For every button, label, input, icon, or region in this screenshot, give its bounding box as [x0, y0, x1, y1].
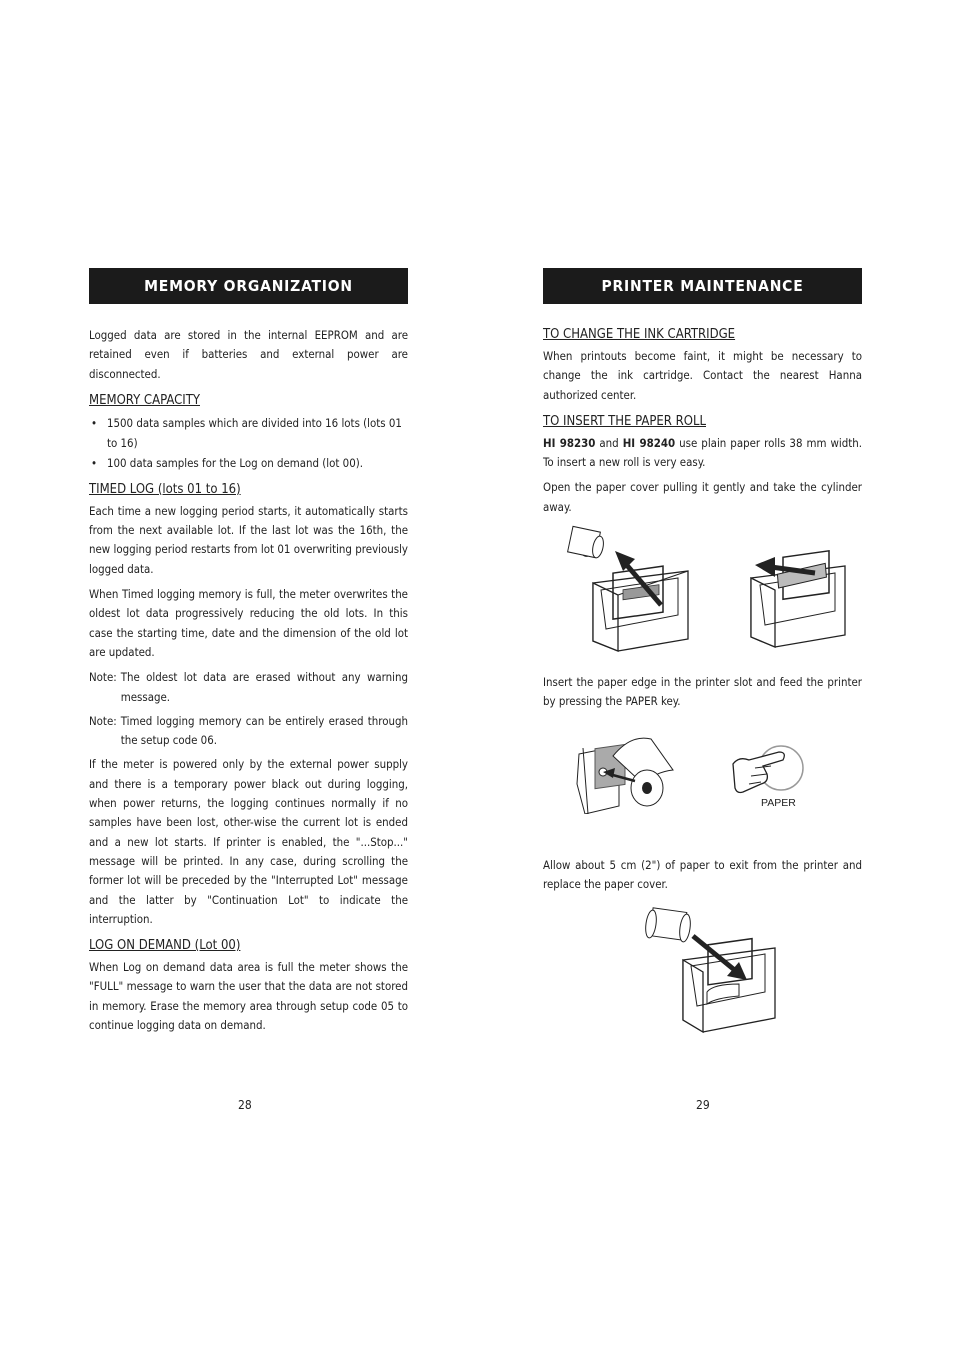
intro-paragraph: Logged data are stored in the internal EEPROM and are retained even if batteries and external power are disconnected. [89, 328, 408, 381]
press-key-icon [733, 746, 803, 809]
right-page [543, 268, 862, 1045]
page-number: 29 [696, 1098, 710, 1112]
note [89, 712, 408, 751]
timed-log-paragraph: When Timed logging memory is full, the meter overwrites the oldest lot data progressively reducing the old lots. In this case the starting time, date and the dimension of the old lot are updated. [89, 587, 408, 659]
replace-cover-illustration [543, 900, 862, 1035]
timed-log-heading: TIMED LOG (lots 01 to 16) [89, 481, 241, 497]
log-on-demand-paragraph: When Log on demand data area is full the meter shows the "FULL" message to warn the user that the data are not stored in memory. Erase the memory area through setup code 05 to continue logging data on demand. [89, 960, 408, 1033]
memory-capacity-heading: MEMORY CAPACITY [89, 392, 200, 408]
ink-cartridge-heading: TO CHANGE THE INK CARTRIDGE [543, 327, 736, 342]
figure-remove-cylinder [543, 523, 862, 673]
section-banner-memory [89, 268, 408, 304]
printer-cover-icon [644, 908, 775, 1032]
paper-roll-icon [577, 738, 673, 814]
banner-title: PRINTER MAINTENANCE [601, 277, 804, 295]
paper-paragraph: Insert the paper edge in the printer slot and feed the printer by pressing the PAPER key. [543, 675, 862, 709]
banner-title: MEMORY ORGANIZATION [144, 277, 353, 295]
left-page [89, 268, 408, 1041]
timed-log-paragraph: If the meter is powered only by the external power supply and there is a temporary power black out during logging, when power returns, the logging continues normally if no samples have been lost, other-wise the current lot is ended and a new lot starts. If printer is enabled, the "...Stop..." message will be printed. In any case, during scrolling the former lot will be preceded by the "Interrupted Lot" message and the latter by "Continuation Lot" to indicate the interruption. [89, 757, 408, 926]
model-name: HI 98240 [622, 435, 676, 450]
note [89, 668, 408, 707]
printer-illustration [543, 523, 862, 668]
paper-paragraph [543, 434, 862, 473]
paper-paragraph: Allow about 5 cm (2") of paper to exit from the printer and replace the paper cover. [543, 857, 862, 891]
list-item: • 1500 data samples which are divided into 16 lots (lots 01 to 16) [89, 413, 408, 453]
printer-left-icon [568, 526, 688, 651]
section-banner-printer [543, 268, 862, 304]
note-label: Note: [89, 713, 117, 728]
figure-insert-paper [543, 734, 862, 856]
paper-key-label: PAPER [761, 796, 796, 809]
page-number: 28 [238, 1098, 252, 1112]
log-on-demand-heading: LOG ON DEMAND (Lot 00) [89, 938, 241, 954]
conjunction: and [599, 435, 619, 450]
model-name: HI 98230 [543, 435, 596, 450]
paper-roll-heading: TO INSERT THE PAPER ROLL [543, 413, 706, 429]
list-item: • 100 data samples for the Log on demand (lot 00). [89, 453, 408, 473]
note-text: The oldest lot data are erased without any warning message. [120, 670, 408, 704]
figure-replace-cover [543, 900, 862, 1045]
paper-text: use plain paper rolls 38 mm width. To insert a new roll is very easy. [543, 435, 862, 470]
paper-insert-illustration [543, 734, 862, 814]
memory-capacity-list [89, 413, 408, 473]
paper-paragraph: Open the paper cover pulling it gently and take the cylinder away. [543, 480, 862, 514]
timed-log-paragraph: Each time a new logging period starts, it automatically starts from the next available lot. If the last lot was the 16th, the new logging period restarts from lot 01 overwriting previously logged data. [89, 503, 408, 576]
printer-right-icon [751, 551, 845, 647]
note-text: Timed logging memory can be entirely erased through the setup code 06. [120, 713, 408, 748]
note-label: Note: [89, 670, 117, 685]
ink-paragraph: When printouts become faint, it might be necessary to change the ink cartridge. Contact the nearest Hanna authorized center. [543, 349, 862, 402]
